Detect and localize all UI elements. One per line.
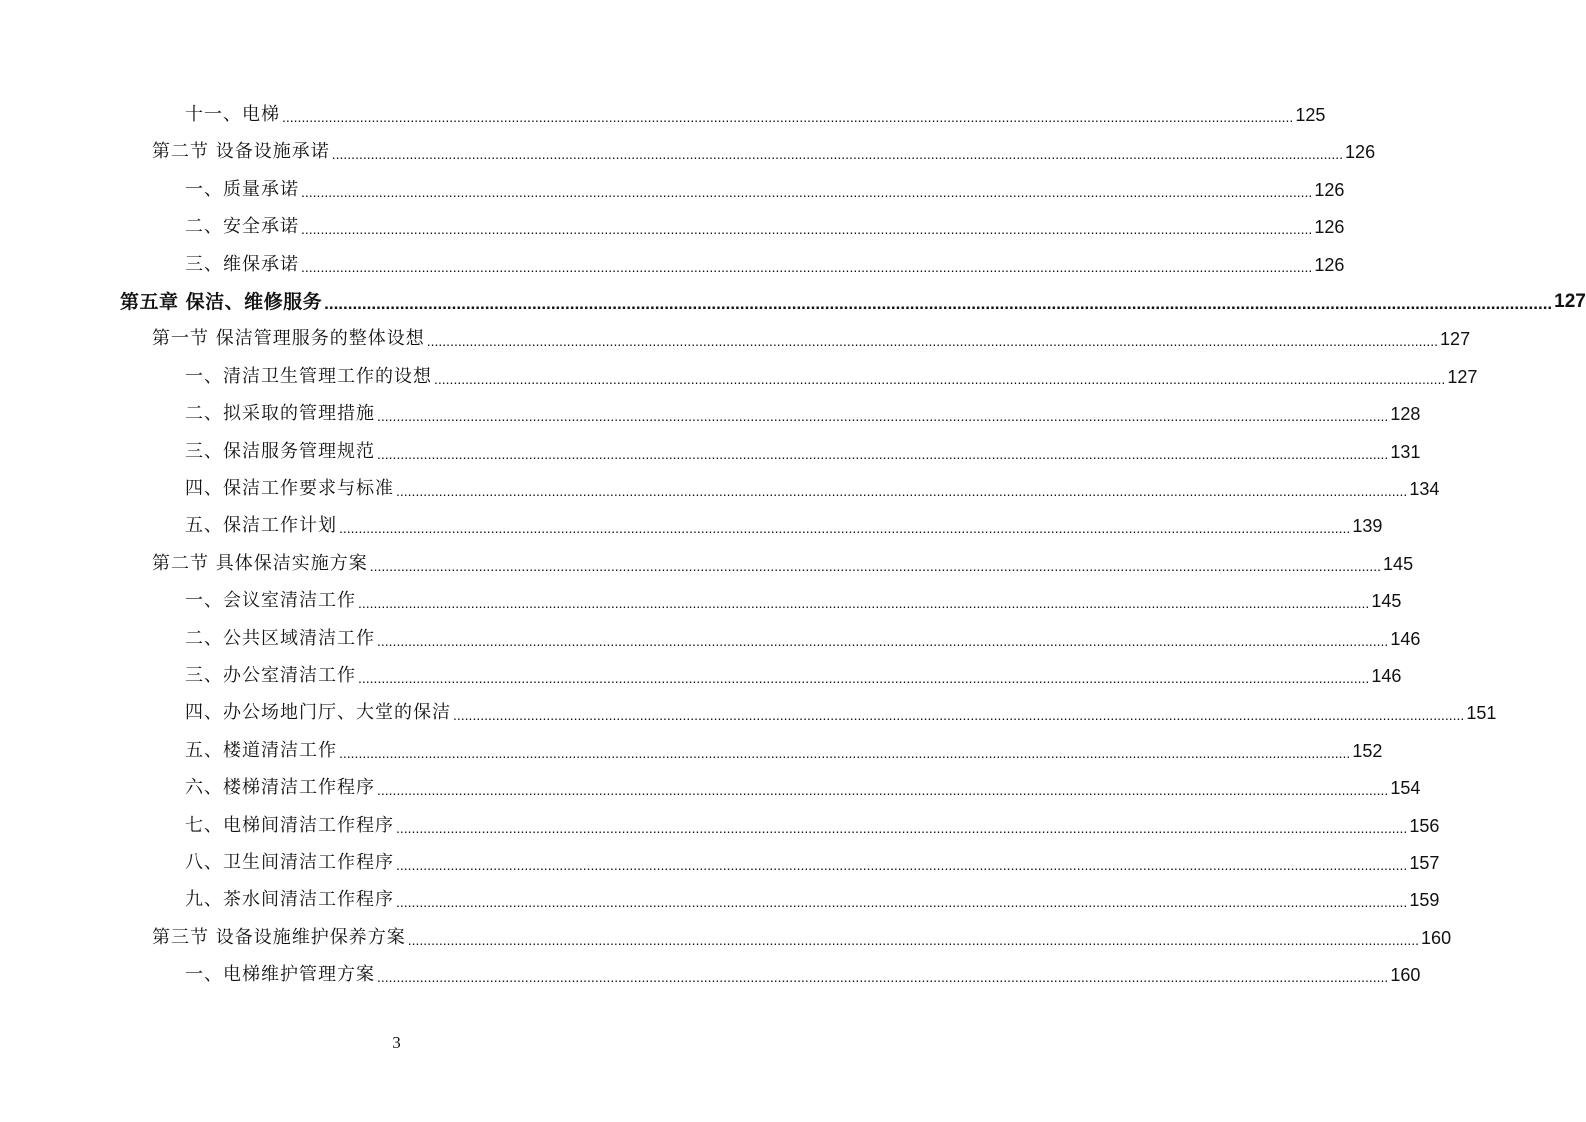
toc-entry[interactable] bbox=[185, 586, 1402, 612]
toc-entry-page: 159 bbox=[1409, 890, 1440, 911]
toc-entry[interactable] bbox=[185, 399, 1421, 425]
toc-entry-page: 146 bbox=[1390, 628, 1421, 649]
toc-entry-title: 三、办公室清洁工作 bbox=[185, 665, 356, 686]
toc-entry[interactable] bbox=[185, 511, 1383, 537]
toc-entry-title: 五、楼道清洁工作 bbox=[185, 739, 337, 761]
toc-dot-leader: .................................................................................................................................................................................................................................................................... bbox=[407, 931, 1420, 948]
toc-dot-leader: .................................................................................................................................................................................................................................................................... bbox=[331, 146, 1344, 163]
toc-dot-leader: .................................................................................................................................................................................................................................................................... bbox=[396, 857, 1408, 873]
toc-entry-page: 127 bbox=[1447, 366, 1478, 387]
toc-entry-title: 第二节 设备设施承诺 bbox=[152, 141, 330, 163]
toc-entry-page: 160 bbox=[1421, 927, 1452, 948]
toc-entry-title: 第三节 设备设施维护保养方案 bbox=[152, 926, 406, 948]
toc-dot-leader: .................................................................................................................................................................................................................................................................... bbox=[324, 294, 1553, 313]
toc-dot-leader: .................................................................................................................................................................................................................................................................... bbox=[282, 109, 1294, 125]
toc-entry-title: 九、茶水间清洁工作程序 bbox=[185, 889, 394, 911]
toc-dot-leader: .................................................................................................................................................................................................................................................................... bbox=[377, 782, 1389, 799]
toc-entry[interactable] bbox=[185, 811, 1440, 837]
toc-entry-page: 134 bbox=[1409, 479, 1440, 499]
toc-dot-leader: .................................................................................................................................................................................................................................................................... bbox=[453, 707, 1465, 724]
toc-entry[interactable] bbox=[185, 100, 1326, 126]
toc-entry-title: 三、保洁服务管理规范 bbox=[185, 440, 375, 462]
toc-entry-page: 151 bbox=[1466, 703, 1497, 724]
toc-dot-leader: .................................................................................................................................................................................................................................................................... bbox=[426, 333, 1439, 350]
toc-entry[interactable] bbox=[185, 773, 1421, 799]
toc-entry-title: 三、维保承诺 bbox=[185, 253, 299, 275]
toc-entry[interactable] bbox=[185, 212, 1345, 238]
toc-entry[interactable] bbox=[120, 287, 1586, 313]
toc-entry[interactable] bbox=[185, 848, 1440, 874]
toc-entry[interactable] bbox=[185, 474, 1440, 500]
toc-dot-leader: .................................................................................................................................................................................................................................................................... bbox=[377, 969, 1389, 986]
toc-dot-leader: .................................................................................................................................................................................................................................................................... bbox=[301, 221, 1313, 238]
toc-dot-leader: .................................................................................................................................................................................................................................................................... bbox=[301, 258, 1313, 275]
toc-entry-title: 十一、电梯 bbox=[185, 104, 280, 125]
toc-dot-leader: .................................................................................................................................................................................................................................................................... bbox=[434, 370, 1446, 387]
toc-entry[interactable] bbox=[152, 549, 1414, 575]
toc-entry[interactable] bbox=[152, 324, 1471, 350]
toc-entry-title: 五、保洁工作计划 bbox=[185, 515, 337, 537]
toc-entry-page: 125 bbox=[1295, 105, 1326, 125]
toc-entry-title: 八、卫生间清洁工作程序 bbox=[185, 852, 394, 873]
toc-entry-page: 139 bbox=[1352, 516, 1383, 537]
toc-entry[interactable] bbox=[185, 661, 1402, 687]
toc-dot-leader: .................................................................................................................................................................................................................................................................... bbox=[396, 819, 1408, 836]
toc-entry-page: 126 bbox=[1314, 179, 1345, 200]
toc-entry-title: 一、质量承诺 bbox=[185, 178, 299, 200]
toc-dot-leader: .................................................................................................................................................................................................................................................................... bbox=[396, 483, 1408, 499]
toc-entry-page: 145 bbox=[1371, 591, 1402, 612]
toc-dot-leader: .................................................................................................................................................................................................................................................................... bbox=[339, 520, 1351, 537]
toc-entry[interactable] bbox=[185, 437, 1421, 463]
toc-entry-title: 二、安全承诺 bbox=[185, 216, 299, 238]
toc-dot-leader: .................................................................................................................................................................................................................................................................... bbox=[377, 445, 1389, 462]
toc-entry-page: 131 bbox=[1390, 441, 1421, 462]
toc-entry-page: 127 bbox=[1440, 329, 1471, 350]
toc-entry-title: 一、电梯维护管理方案 bbox=[185, 964, 375, 986]
toc-entry-page: 145 bbox=[1383, 553, 1414, 574]
toc-entry-page: 126 bbox=[1314, 217, 1345, 238]
toc-entry[interactable] bbox=[185, 736, 1383, 762]
toc-entry[interactable] bbox=[152, 137, 1376, 163]
toc-entry-page: 127 bbox=[1554, 291, 1586, 312]
toc-dot-leader: .................................................................................................................................................................................................................................................................... bbox=[377, 632, 1389, 649]
toc-entry[interactable] bbox=[185, 624, 1421, 650]
toc-dot-leader: .................................................................................................................................................................................................................................................................... bbox=[301, 183, 1313, 200]
toc-entry-page: 146 bbox=[1371, 666, 1402, 686]
toc-entry[interactable] bbox=[185, 960, 1421, 986]
toc-entry-title: 第二节 具体保洁实施方案 bbox=[152, 552, 368, 574]
toc-entry-title: 二、公共区域清洁工作 bbox=[185, 627, 375, 649]
toc-entry-page: 156 bbox=[1409, 815, 1440, 836]
toc-entry-title: 第一节 保洁管理服务的整体设想 bbox=[152, 328, 425, 350]
toc-entry[interactable] bbox=[185, 698, 1497, 724]
toc-entry-page: 126 bbox=[1345, 142, 1376, 163]
toc-entry-title: 二、拟采取的管理措施 bbox=[185, 403, 375, 425]
toc-entry-title: 一、会议室清洁工作 bbox=[185, 590, 356, 612]
toc-entry[interactable] bbox=[152, 923, 1452, 949]
toc-entry-title: 四、保洁工作要求与标准 bbox=[185, 478, 394, 499]
toc-entry-page: 126 bbox=[1314, 254, 1345, 275]
toc-entry-page: 157 bbox=[1409, 853, 1440, 873]
toc-entry[interactable] bbox=[185, 885, 1440, 911]
toc-entry-title: 六、楼梯清洁工作程序 bbox=[185, 777, 375, 799]
toc-entry-title: 一、清洁卫生管理工作的设想 bbox=[185, 365, 432, 387]
toc-dot-leader: .................................................................................................................................................................................................................................................................... bbox=[339, 744, 1351, 761]
toc-entry[interactable] bbox=[185, 250, 1345, 276]
toc-dot-leader: .................................................................................................................................................................................................................................................................... bbox=[358, 670, 1370, 686]
toc-entry[interactable] bbox=[185, 175, 1345, 201]
toc-entry-page: 152 bbox=[1352, 740, 1383, 761]
toc-dot-leader: .................................................................................................................................................................................................................................................................... bbox=[369, 557, 1382, 574]
toc-dot-leader: .................................................................................................................................................................................................................................................................... bbox=[396, 894, 1408, 911]
toc-entry-page: 128 bbox=[1390, 404, 1421, 425]
toc-dot-leader: .................................................................................................................................................................................................................................................................... bbox=[377, 408, 1389, 425]
toc-entry-page: 160 bbox=[1390, 965, 1421, 986]
toc-entry-page: 154 bbox=[1390, 778, 1421, 799]
page-number: 3 bbox=[392, 1033, 401, 1052]
toc-entry[interactable] bbox=[185, 362, 1478, 388]
toc-dot-leader: .................................................................................................................................................................................................................................................................... bbox=[358, 595, 1370, 612]
toc-entry-title: 四、办公场地门厅、大堂的保洁 bbox=[185, 702, 451, 724]
toc-entry-title: 第五章 保洁、维修服务 bbox=[120, 291, 323, 313]
toc-entry-title: 七、电梯间清洁工作程序 bbox=[185, 814, 394, 836]
